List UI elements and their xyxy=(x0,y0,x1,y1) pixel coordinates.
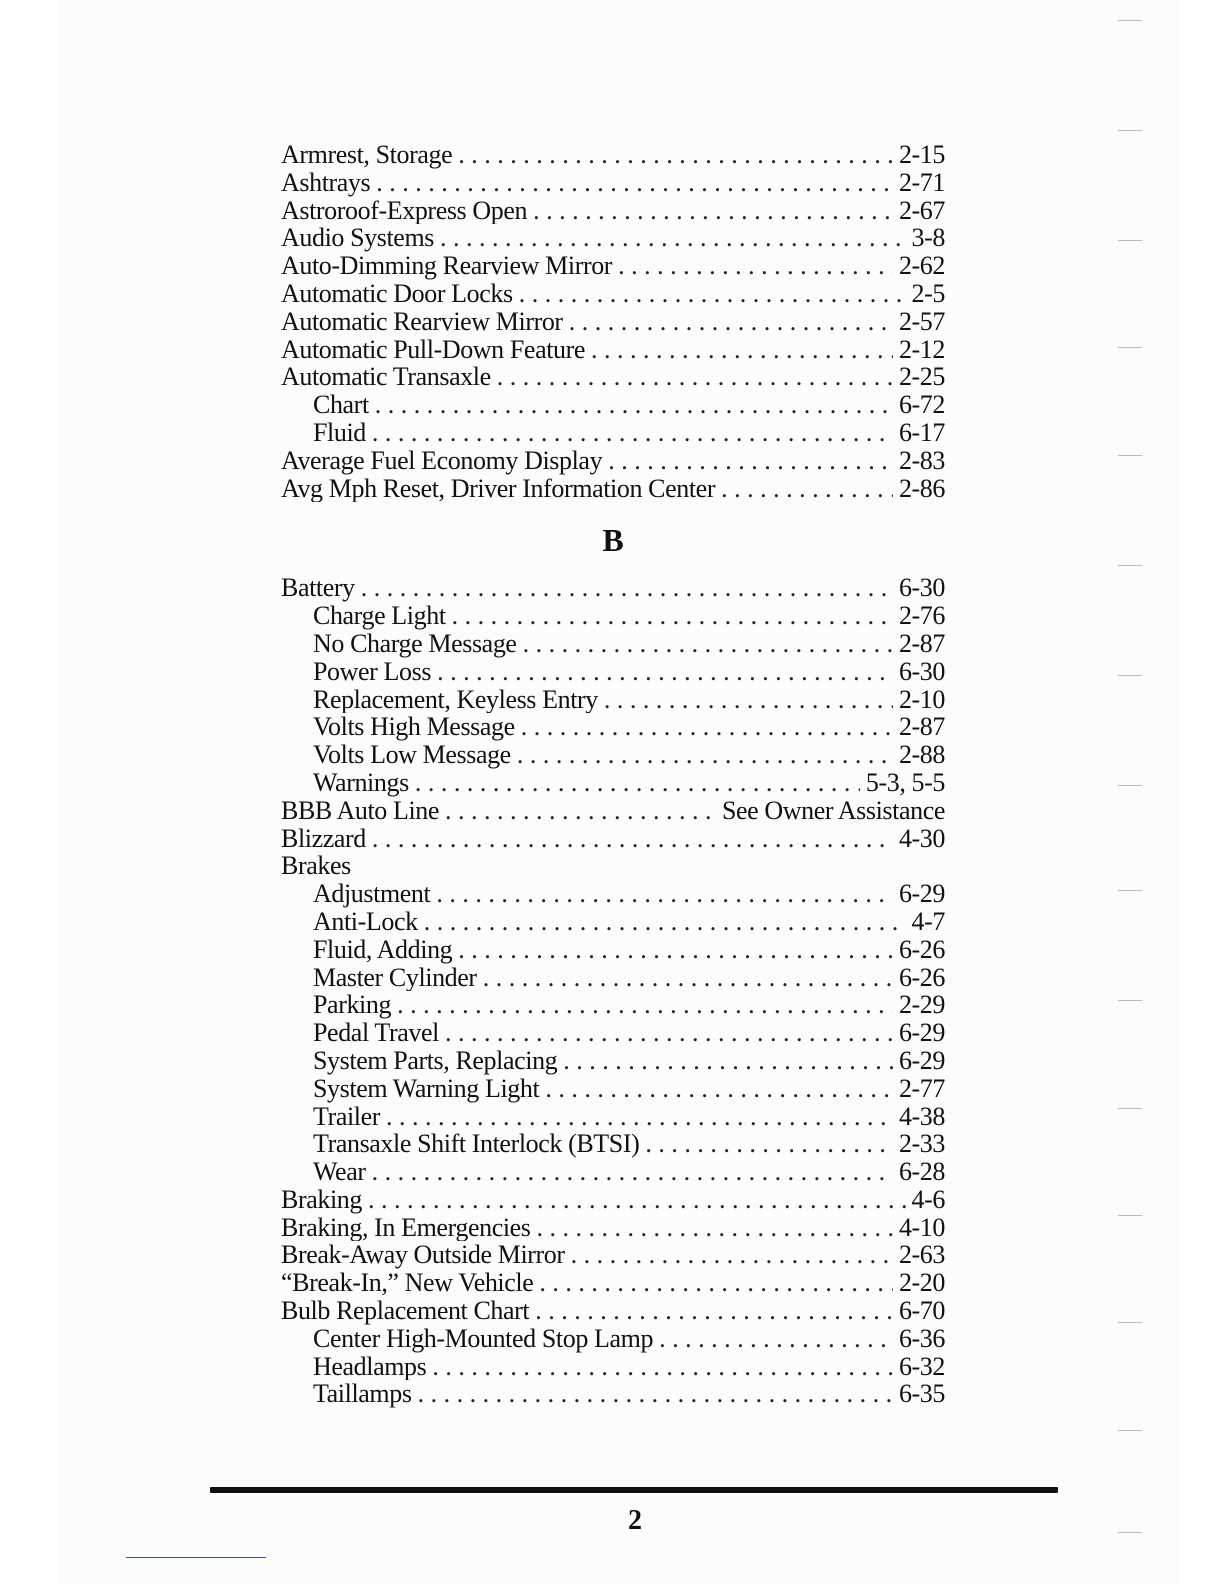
dot-leader xyxy=(418,1380,893,1408)
index-section xyxy=(281,141,945,502)
entry-page-reference: 2-5 xyxy=(911,279,945,308)
dot-leader xyxy=(535,1297,893,1325)
index-subentry xyxy=(281,991,945,1019)
entry-page-reference: 2-87 xyxy=(898,629,945,658)
entry-page-reference: 4-10 xyxy=(898,1213,945,1242)
index-subentry xyxy=(281,1130,945,1158)
entry-page-reference: 2-71 xyxy=(898,168,945,197)
entry-label: No Charge Message xyxy=(313,629,517,658)
dot-leader xyxy=(721,475,893,503)
entry-label: Average Fuel Economy Display xyxy=(281,446,603,475)
index-subentry xyxy=(281,630,945,658)
entry-label: Automatic Transaxle xyxy=(281,363,491,392)
entry-label: Parking xyxy=(313,991,392,1020)
dot-leader xyxy=(372,419,893,447)
entry-label: Auto-Dimming Rearview Mirror xyxy=(281,252,613,280)
entry-page-reference: 2-12 xyxy=(898,335,945,364)
entry-page-reference: 2-77 xyxy=(898,1074,945,1103)
index-subentry xyxy=(281,1158,945,1186)
entry-label: Wear xyxy=(313,1158,366,1186)
entry-page-reference: 2-25 xyxy=(898,363,945,392)
index-section xyxy=(281,512,945,1408)
margin-tick xyxy=(1118,1000,1142,1001)
entry-page-reference: 4-30 xyxy=(898,824,945,853)
entry-page-reference: 6-26 xyxy=(898,963,945,992)
entry-page-reference: 2-63 xyxy=(898,1241,945,1270)
dot-leader xyxy=(545,1075,893,1103)
dot-leader xyxy=(397,991,893,1019)
entry-label: Trailer xyxy=(313,1102,381,1131)
dot-leader xyxy=(517,741,893,769)
dot-leader xyxy=(361,574,893,602)
index-subentry xyxy=(281,741,945,769)
dot-leader xyxy=(608,447,893,475)
index-entry xyxy=(281,224,945,252)
margin-tick xyxy=(1118,1108,1142,1109)
entry-label: Master Cylinder xyxy=(313,963,477,992)
index-entry xyxy=(281,1186,945,1214)
entry-label: Charge Light xyxy=(313,602,446,630)
entry-page-reference: 2-62 xyxy=(898,252,945,280)
index-entry xyxy=(281,1241,945,1269)
index-subentry xyxy=(281,419,945,447)
index-entry xyxy=(281,252,945,280)
index-subentry xyxy=(281,658,945,686)
dot-leader xyxy=(458,141,893,169)
dot-leader xyxy=(497,363,893,391)
bottom-divider xyxy=(126,1557,266,1558)
entry-page-reference: 2-20 xyxy=(898,1269,945,1298)
entry-page-reference: 6-36 xyxy=(898,1324,945,1353)
entry-page-reference: 6-29 xyxy=(898,1019,945,1047)
entry-page-reference: 6-28 xyxy=(898,1158,945,1186)
index-subentry xyxy=(281,1103,945,1131)
entry-page-reference: 6-32 xyxy=(898,1352,945,1381)
entry-page-reference: 2-29 xyxy=(898,991,945,1020)
entry-label: Replacement, Keyless Entry xyxy=(313,685,598,714)
entry-label: Astroroof-Express Open xyxy=(281,196,528,225)
entry-page-reference: 2-57 xyxy=(898,307,945,336)
entry-label: Volts Low Message xyxy=(313,741,511,769)
dot-leader xyxy=(445,1019,893,1047)
entry-label: System Parts, Replacing xyxy=(313,1046,558,1075)
index-subentry xyxy=(281,908,945,936)
entry-label: Adjustment xyxy=(313,880,431,908)
margin-tick xyxy=(1118,565,1142,566)
entry-page-reference: 5-3, 5-5 xyxy=(865,768,945,797)
dot-leader xyxy=(569,308,893,336)
entry-label: Avg Mph Reset, Driver Information Center xyxy=(281,474,716,503)
index-entry xyxy=(281,574,945,602)
entry-page-reference: 6-17 xyxy=(898,418,945,447)
entry-page-reference: 2-33 xyxy=(898,1130,945,1159)
entry-page-reference: 6-29 xyxy=(898,1046,945,1075)
dot-leader xyxy=(604,686,893,714)
entry-label: Blizzard xyxy=(281,824,366,853)
index-subentry xyxy=(281,1325,945,1353)
page-number: 2 xyxy=(628,1505,642,1536)
dot-leader xyxy=(432,1353,893,1381)
dot-leader xyxy=(372,825,893,853)
margin-tick xyxy=(1118,675,1142,676)
margin-tick xyxy=(1118,455,1142,456)
dot-leader xyxy=(571,1241,893,1269)
entry-label: Ashtrays xyxy=(281,168,371,197)
entry-label: Audio Systems xyxy=(281,224,434,253)
dot-leader xyxy=(563,1047,893,1075)
dot-leader xyxy=(537,1214,893,1242)
entry-page-reference: 6-72 xyxy=(898,391,945,419)
index-subentry xyxy=(281,769,945,797)
entry-page-reference: 2-15 xyxy=(898,141,945,169)
entry-label: Break-Away Outside Mirror xyxy=(281,1241,565,1270)
entry-label: BBB Auto Line xyxy=(281,796,440,825)
index-subentry xyxy=(281,1075,945,1103)
index-subentry xyxy=(281,1047,945,1075)
index-entry xyxy=(281,169,945,197)
entry-label: Brakes xyxy=(281,852,351,881)
entry-page-reference: 6-30 xyxy=(898,574,945,603)
dot-leader xyxy=(386,1103,893,1131)
entry-page-reference: 6-29 xyxy=(898,880,945,908)
entry-page-reference: 3-8 xyxy=(911,224,945,253)
dot-leader xyxy=(440,224,906,252)
dot-leader xyxy=(591,336,893,364)
index-entry xyxy=(281,797,945,825)
dot-leader xyxy=(521,713,893,741)
entry-label: Volts High Message xyxy=(313,713,515,742)
index-subentry xyxy=(281,1019,945,1047)
index-subentry xyxy=(281,1380,945,1408)
entry-label: Bulb Replacement Chart xyxy=(281,1297,530,1325)
margin-tick xyxy=(1118,1215,1142,1216)
entry-label: Braking, In Emergencies xyxy=(281,1213,531,1242)
dot-leader xyxy=(424,908,906,936)
entry-label: Fluid xyxy=(313,418,366,447)
index-subentry xyxy=(281,880,945,908)
index-list xyxy=(281,141,945,1408)
index-subentry xyxy=(281,602,945,630)
margin-tick xyxy=(1118,20,1142,21)
index-entry xyxy=(281,363,945,391)
dot-leader xyxy=(458,936,893,964)
entry-page-reference: 6-35 xyxy=(898,1380,945,1409)
entry-label: Warnings xyxy=(313,768,409,797)
dot-leader xyxy=(415,769,860,797)
entry-page-reference: 4-7 xyxy=(911,907,945,936)
dot-leader xyxy=(645,1130,893,1158)
dot-leader xyxy=(372,1158,893,1186)
dot-leader xyxy=(659,1325,893,1353)
index-entry xyxy=(281,141,945,169)
entry-page-reference: 2-87 xyxy=(898,713,945,742)
entry-page-reference: 2-67 xyxy=(898,196,945,225)
margin-tick xyxy=(1118,1532,1142,1533)
entry-label: Braking xyxy=(281,1185,362,1214)
entry-label: Anti-Lock xyxy=(313,907,418,936)
entry-page-reference: 2-88 xyxy=(898,741,945,769)
dot-leader xyxy=(436,880,893,908)
entry-label: Center High-Mounted Stop Lamp xyxy=(313,1324,654,1353)
entry-label: Battery xyxy=(281,574,355,603)
index-entry xyxy=(281,825,945,853)
index-subentry xyxy=(281,686,945,714)
dot-leader xyxy=(368,1186,906,1214)
entry-label: Chart xyxy=(313,391,369,419)
entry-page-reference: 6-70 xyxy=(898,1297,945,1325)
index-entry xyxy=(281,1214,945,1242)
entry-label: Pedal Travel xyxy=(313,1019,439,1047)
index-entry xyxy=(281,280,945,308)
entry-page-reference: 2-86 xyxy=(898,474,945,503)
margin-tick xyxy=(1118,785,1142,786)
index-entry xyxy=(281,1269,945,1297)
dot-leader xyxy=(523,630,893,658)
margin-tick xyxy=(1118,240,1142,241)
entry-label: Taillamps xyxy=(313,1380,412,1409)
entry-page-reference: See Owner Assistance xyxy=(721,796,945,825)
margin-tick xyxy=(1118,1322,1142,1323)
entry-page-reference: 2-76 xyxy=(898,602,945,630)
dot-leader xyxy=(618,252,893,280)
index-subentry xyxy=(281,936,945,964)
dot-leader xyxy=(519,280,906,308)
entry-label: Automatic Pull-Down Feature xyxy=(281,335,586,364)
entry-label: Headlamps xyxy=(313,1352,427,1381)
index-subentry xyxy=(281,1353,945,1381)
index-subentry xyxy=(281,391,945,419)
margin-tick xyxy=(1118,890,1142,891)
index-entry xyxy=(281,308,945,336)
margin-tick xyxy=(1118,130,1142,131)
index-entry xyxy=(281,852,945,880)
entry-label: Automatic Door Locks xyxy=(281,279,513,308)
index-entry xyxy=(281,1297,945,1325)
margin-tick xyxy=(1118,347,1142,348)
dot-leader xyxy=(539,1269,893,1297)
footer-rule xyxy=(210,1487,1058,1493)
dot-leader xyxy=(452,602,893,630)
index-subentry xyxy=(281,713,945,741)
entry-page-reference: 4-38 xyxy=(898,1102,945,1131)
entry-page-reference: 6-30 xyxy=(898,657,945,686)
entry-page-reference: 2-10 xyxy=(898,685,945,714)
dot-leader xyxy=(445,797,716,825)
entry-label: “Break-In,” New Vehicle xyxy=(281,1269,534,1298)
index-entry xyxy=(281,336,945,364)
entry-page-reference: 4-6 xyxy=(911,1185,945,1214)
dot-leader xyxy=(437,658,893,686)
index-entry xyxy=(281,475,945,503)
entry-label: Transaxle Shift Interlock (BTSI) xyxy=(313,1130,640,1159)
dot-leader xyxy=(533,197,893,225)
index-subentry xyxy=(281,964,945,992)
entry-label: Armrest, Storage xyxy=(281,141,453,169)
entry-page-reference: 2-83 xyxy=(898,446,945,475)
entry-label: Power Loss xyxy=(313,657,432,686)
index-entry xyxy=(281,197,945,225)
entry-label: System Warning Light xyxy=(313,1074,540,1103)
entry-page-reference: 6-26 xyxy=(898,935,945,964)
dot-leader xyxy=(483,964,893,992)
margin-tick xyxy=(1118,1430,1142,1431)
section-letter-heading: B xyxy=(602,522,624,559)
entry-label: Fluid, Adding xyxy=(313,935,453,964)
dot-leader xyxy=(376,169,893,197)
entry-label: Automatic Rearview Mirror xyxy=(281,307,563,336)
index-entry xyxy=(281,447,945,475)
dot-leader xyxy=(375,391,893,419)
